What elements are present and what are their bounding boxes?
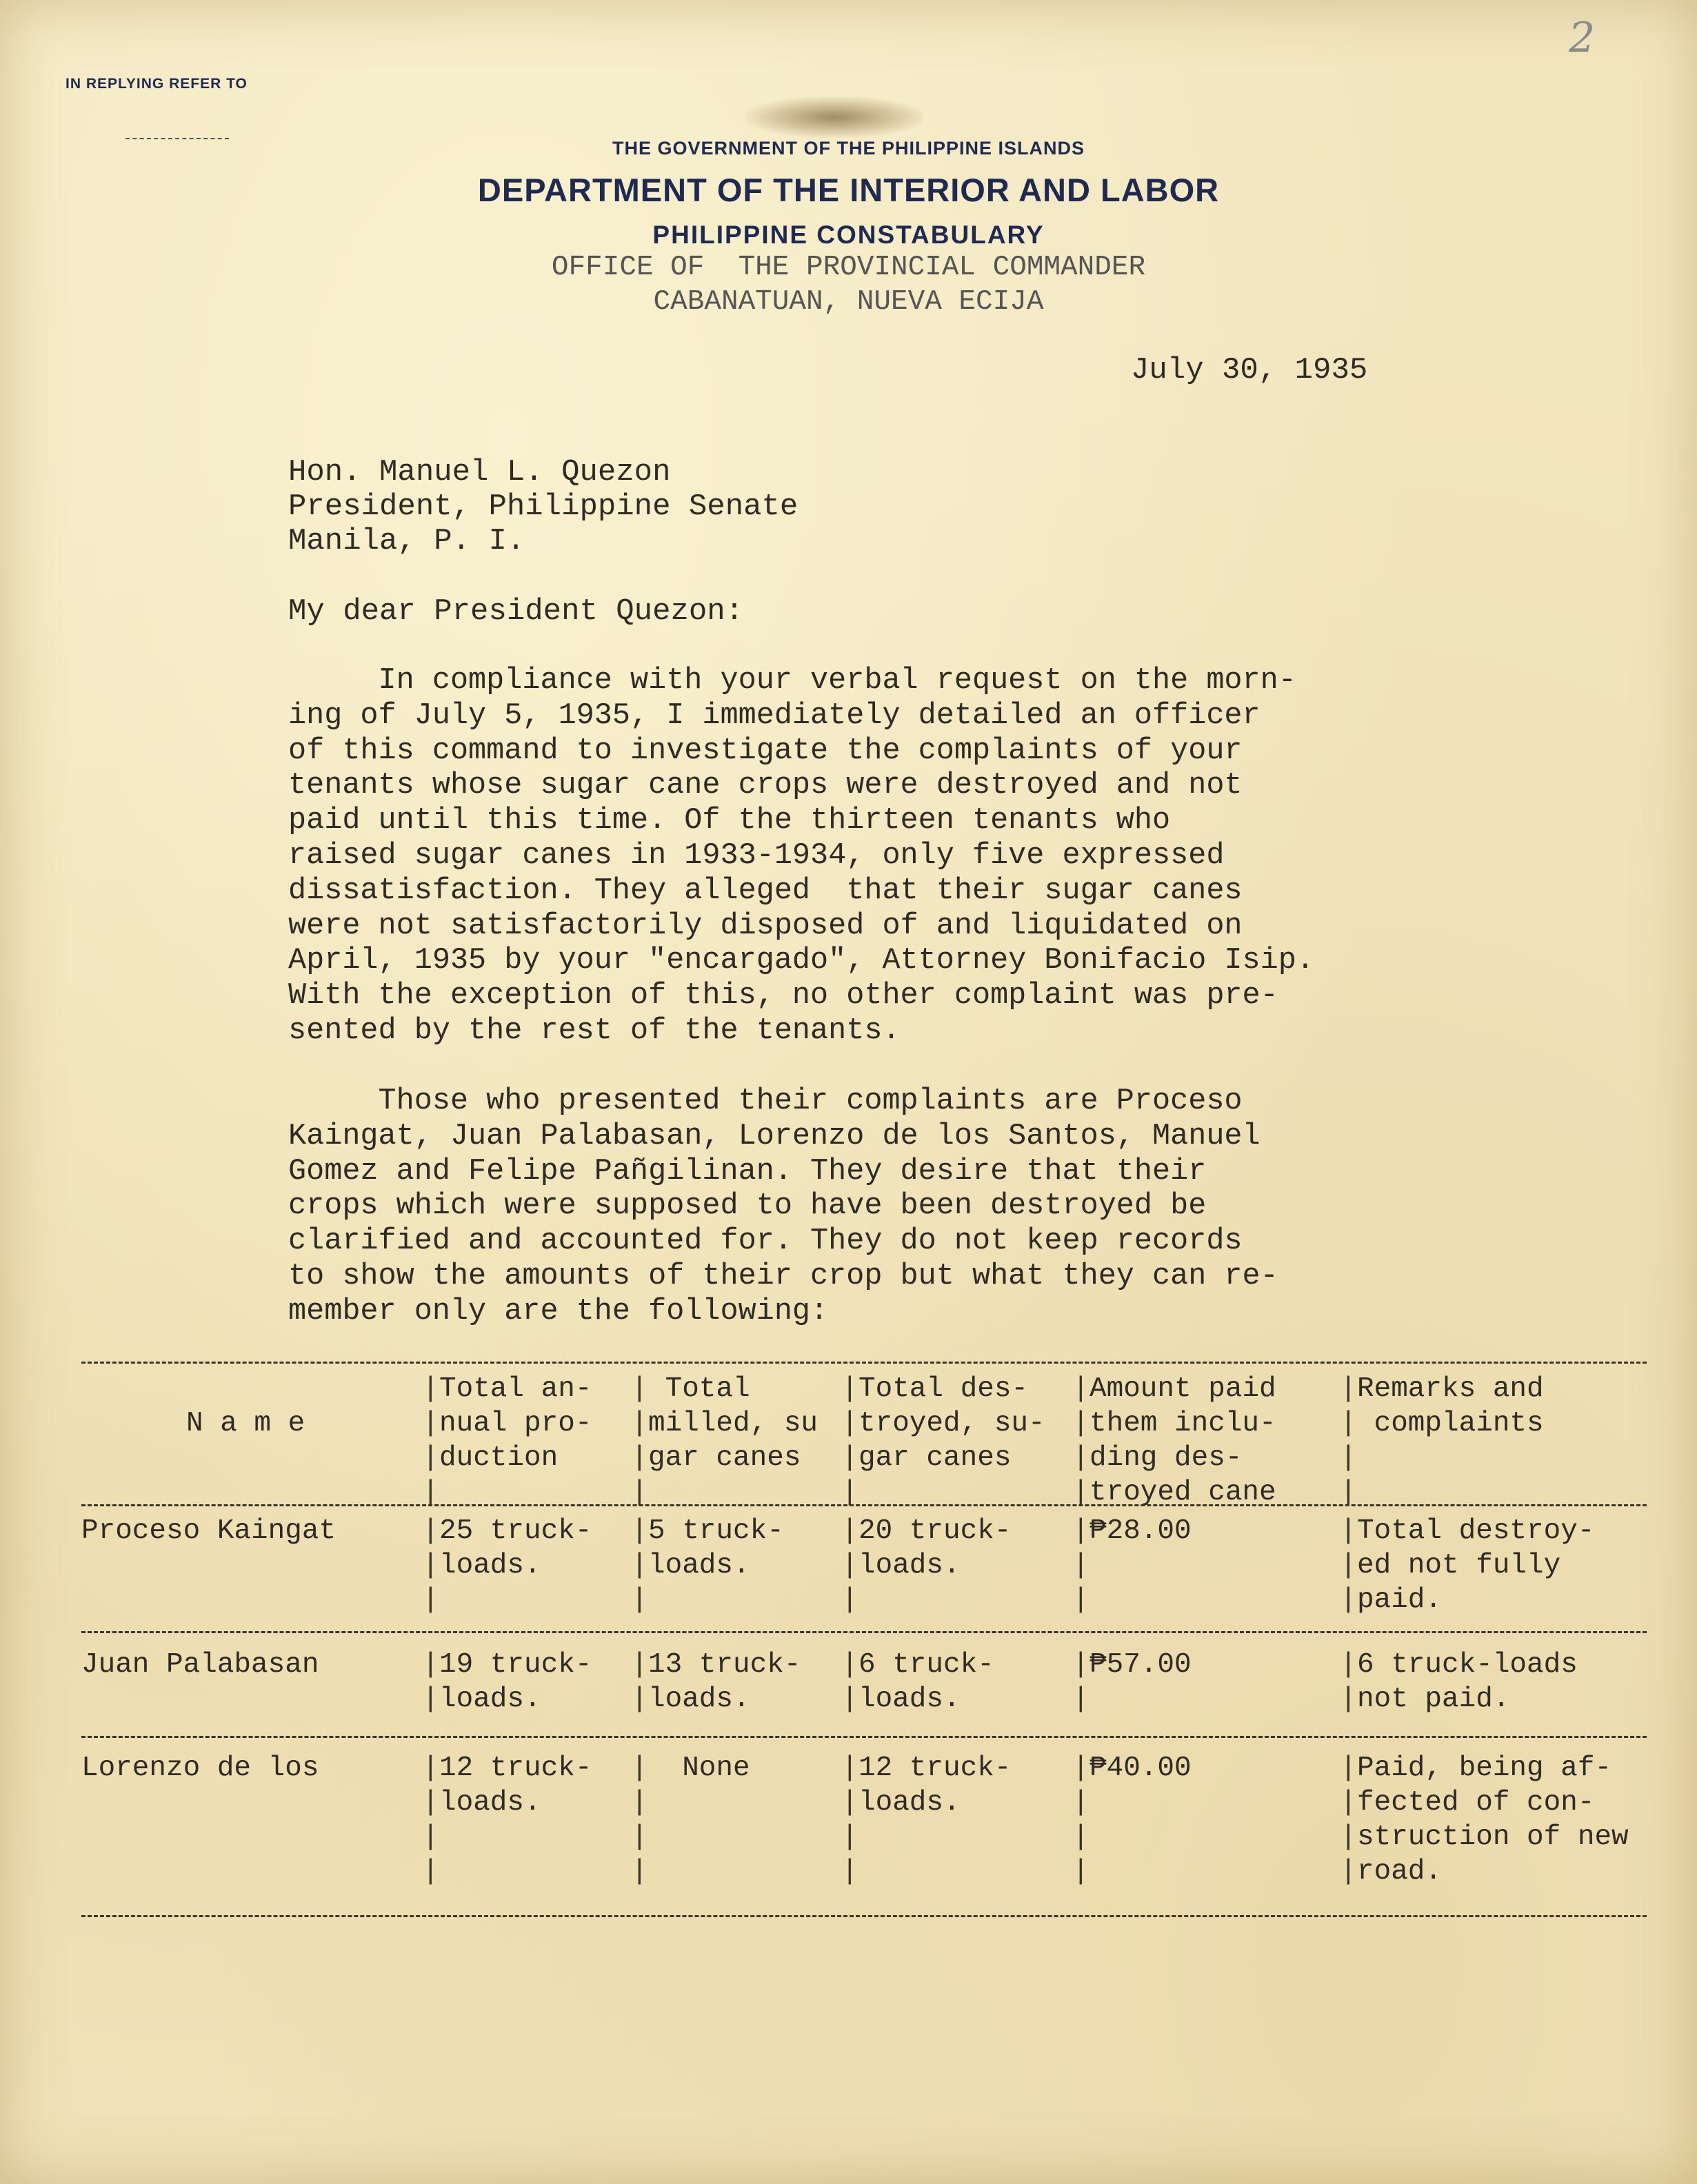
column-separator: | | | |	[1072, 1373, 1090, 1508]
header-amount: Amount paid them inclu- ding des- troyed cane	[1090, 1373, 1276, 1508]
row-name: Lorenzo de los	[81, 1752, 319, 1784]
column-separator: | | |	[422, 1515, 439, 1616]
column-separator: | |	[422, 1649, 439, 1715]
office-heading: OFFICE OF THE PROVINCIAL COMMANDER	[551, 252, 1146, 283]
address-line-1: Hon. Manuel L. Quezon	[288, 455, 671, 489]
column-separator: | | |	[1072, 1515, 1090, 1616]
column-separator: | | | |	[841, 1752, 858, 1888]
letter-date: July 30, 1935	[1131, 353, 1368, 387]
column-separator: | | |	[841, 1515, 858, 1616]
column-separator: | | |	[1340, 1515, 1357, 1616]
column-separator: | | | |	[1072, 1752, 1090, 1888]
row-name: Juan Palabasan	[81, 1649, 319, 1681]
government-heading: THE GOVERNMENT OF THE PHILIPPINE ISLANDS	[612, 138, 1085, 159]
column-separator: | |	[631, 1649, 648, 1715]
row-remarks: 6 truck-loads not paid.	[1357, 1649, 1578, 1715]
address-line-2: President, Philippine Senate	[288, 489, 799, 524]
row-milled: 13 truck- loads.	[648, 1649, 801, 1715]
header-production: Total an- nual pro- duction	[439, 1373, 592, 1474]
column-separator: | | | |	[1340, 1752, 1357, 1888]
header-milled: Total milled, su gar canes	[648, 1373, 819, 1474]
table-rule-row	[81, 1631, 1647, 1633]
table-rule-row	[81, 1736, 1647, 1738]
reply-reference-label: IN REPLYING REFER TO	[66, 76, 248, 92]
row-destroyed: 12 truck- loads.	[858, 1752, 1012, 1819]
column-separator: | |	[1340, 1649, 1357, 1715]
city-heading: CABANATUAN, NUEVA ECIJA	[653, 286, 1044, 318]
row-milled: 5 truck- loads.	[648, 1515, 784, 1581]
table-rule-header	[81, 1504, 1647, 1506]
salutation: My dear President Quezon:	[288, 594, 744, 629]
column-separator: | | | |	[631, 1373, 648, 1508]
row-name: Proceso Kaingat	[81, 1515, 337, 1547]
column-separator: | | | |	[841, 1373, 858, 1508]
body-paragraph-2: Those who presented their complaints are Proceso Kaingat, Juan Palabasan, Lorenzo de los Santos, Manuel Gomez and Felipe Pañgilinan. They desire that their crops which were supposed to have been destroyed be clarified and accounted for. They do not keep records to show the amounts of their crop but what they can re- member only are the following:	[288, 1084, 1278, 1328]
column-separator: | | | |	[422, 1752, 439, 1888]
row-remarks: Total destroy- ed not fully paid.	[1357, 1515, 1595, 1616]
paper-burn-stain	[745, 97, 924, 138]
header-name: N a m e	[186, 1408, 305, 1439]
row-production: 12 truck- loads.	[439, 1752, 592, 1819]
column-separator: | | | |	[631, 1752, 648, 1888]
department-heading: DEPARTMENT OF THE INTERIOR AND LABOR	[477, 172, 1220, 208]
row-destroyed: 20 truck- loads.	[858, 1515, 1012, 1581]
header-remarks: Remarks and complaints	[1357, 1373, 1544, 1439]
column-separator: | | |	[631, 1515, 648, 1616]
column-separator: | | | |	[422, 1373, 439, 1508]
table-rule-bottom	[81, 1915, 1647, 1917]
address-line-3: Manila, P. I.	[288, 524, 525, 558]
pencil-page-mark: 2	[1569, 14, 1596, 62]
row-destroyed: 6 truck- loads.	[858, 1649, 994, 1715]
column-separator: | | | |	[1340, 1373, 1357, 1508]
row-amount: ₱57.00	[1090, 1649, 1192, 1681]
row-milled: None	[648, 1752, 750, 1784]
header-destroyed: Total des- troyed, su- gar canes	[858, 1373, 1045, 1474]
column-separator: | |	[841, 1649, 858, 1715]
row-production: 25 truck- loads.	[439, 1515, 592, 1581]
body-paragraph-1: In compliance with your verbal request on the morn- ing of July 5, 1935, I immediately detailed an officer of this command to investigate the complaints of your tenants whose sugar cane crops were destroyed and not paid until this time. Of the thirteen tenants who raised sugar canes in 1933-1934, only five expressed dissatisfaction. They alleged that their sugar canes were not satisfactorily disposed of and liquidated on April, 1935 by your "encargado", Attorney Bonifacio Isip. With the exception of this, no other complaint was pre- sented by the rest of the tenants.	[288, 664, 1314, 1048]
row-amount: ₱40.00	[1090, 1752, 1192, 1784]
row-amount: ₱28.00	[1090, 1515, 1192, 1547]
table-rule-top	[81, 1362, 1647, 1364]
constabulary-heading: PHILIPPINE CONSTABULARY	[652, 221, 1045, 249]
row-remarks: Paid, being af- fected of con- struction of new road.	[1357, 1752, 1629, 1888]
column-separator: | |	[1072, 1649, 1090, 1715]
row-production: 19 truck- loads.	[439, 1649, 592, 1715]
